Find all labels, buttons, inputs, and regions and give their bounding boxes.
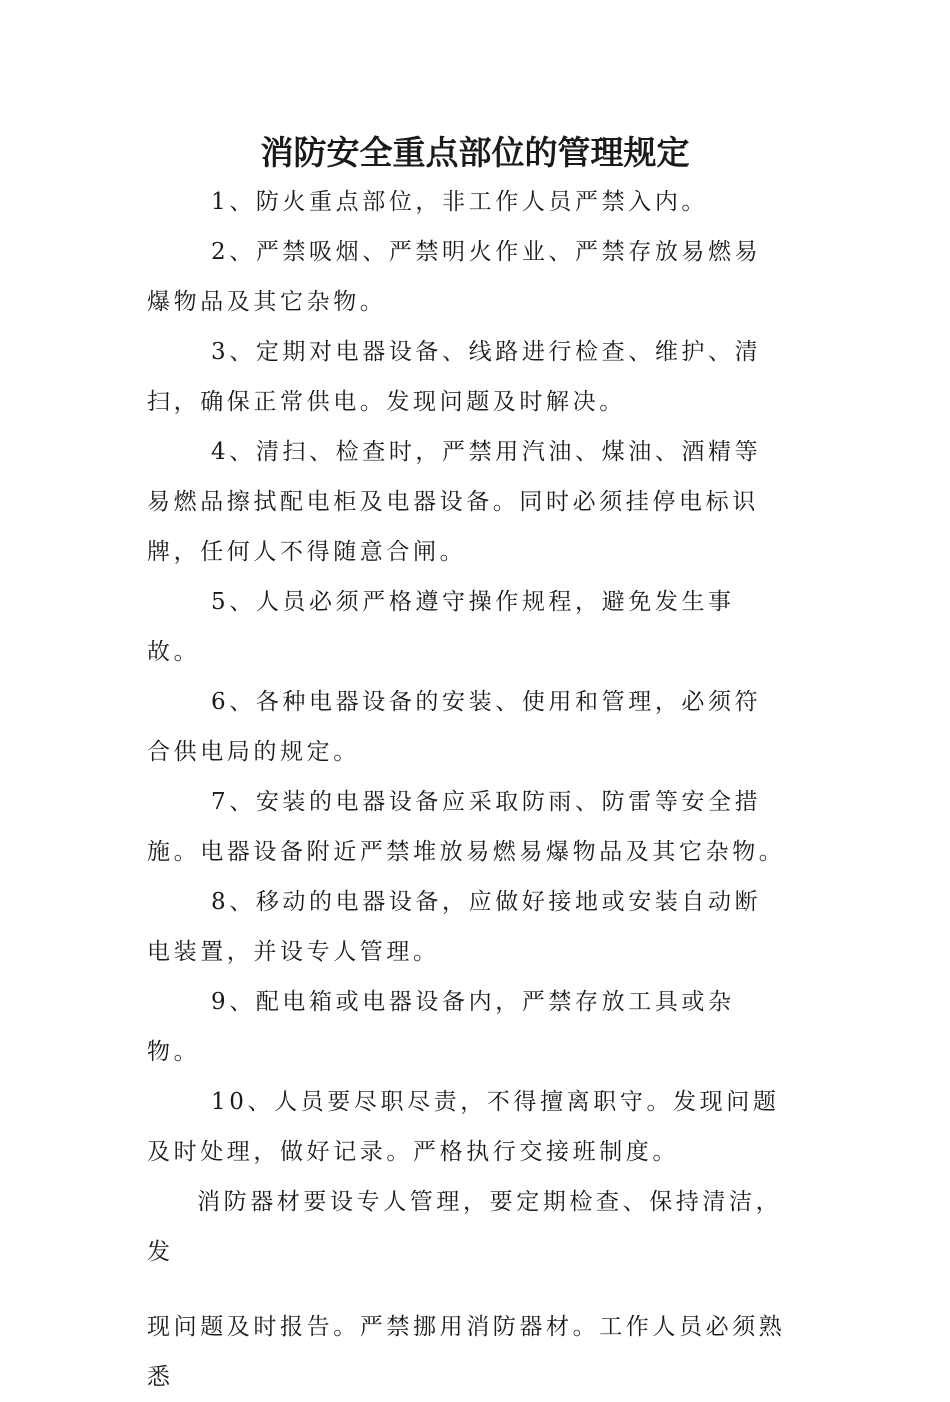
closing-line-1: 消防器材要设专人管理，要定期检查、保持清洁，发 — [147, 1189, 783, 1265]
rule-10: 10、人员要尽职尽责，不得擅离职守。发现问题及时处理，做好记录。严格执行交接班制度。 — [147, 1089, 780, 1165]
rule-1: 1、防火重点部位，非工作人员严禁入内。 — [211, 189, 709, 215]
rule-7: 7、安装的电器设备应采取防雨、防雷等安全措施。电器设备附近严禁堆放易燃易爆物品及其它杂物。 — [147, 789, 786, 865]
rule-3: 3、定期对电器设备、线路进行检查、维护、清扫，确保正常供电。发现问题及时解决。 — [147, 339, 762, 415]
rule-8: 8、移动的电器设备，应做好接地或安装自动断电装置，并设专人管理。 — [147, 889, 762, 965]
document-body — [147, 177, 787, 1402]
rule-2: 2、严禁吸烟、严禁明火作业、严禁存放易燃易爆物品及其它杂物。 — [147, 239, 762, 315]
rule-5: 5、人员必须严格遵守操作规程，避免发生事故。 — [147, 589, 735, 665]
closing-line-2: 现问题及时报告。严禁挪用消防器材。工作人员必须熟悉 — [147, 1314, 786, 1390]
rule-4: 4、清扫、检查时，严禁用汽油、煤油、酒精等易燃品擦拭配电柜及电器设备。同时必须挂停电标识牌，任何人不得随意合闸。 — [147, 439, 762, 565]
rule-9: 9、配电箱或电器设备内，严禁存放工具或杂物。 — [147, 989, 735, 1065]
document-title: 消防安全重点部位的管理规定 — [260, 133, 690, 172]
rule-6: 6、各种电器设备的安装、使用和管理，必须符合供电局的规定。 — [147, 689, 762, 765]
closing-paragraph — [147, 1177, 787, 1402]
